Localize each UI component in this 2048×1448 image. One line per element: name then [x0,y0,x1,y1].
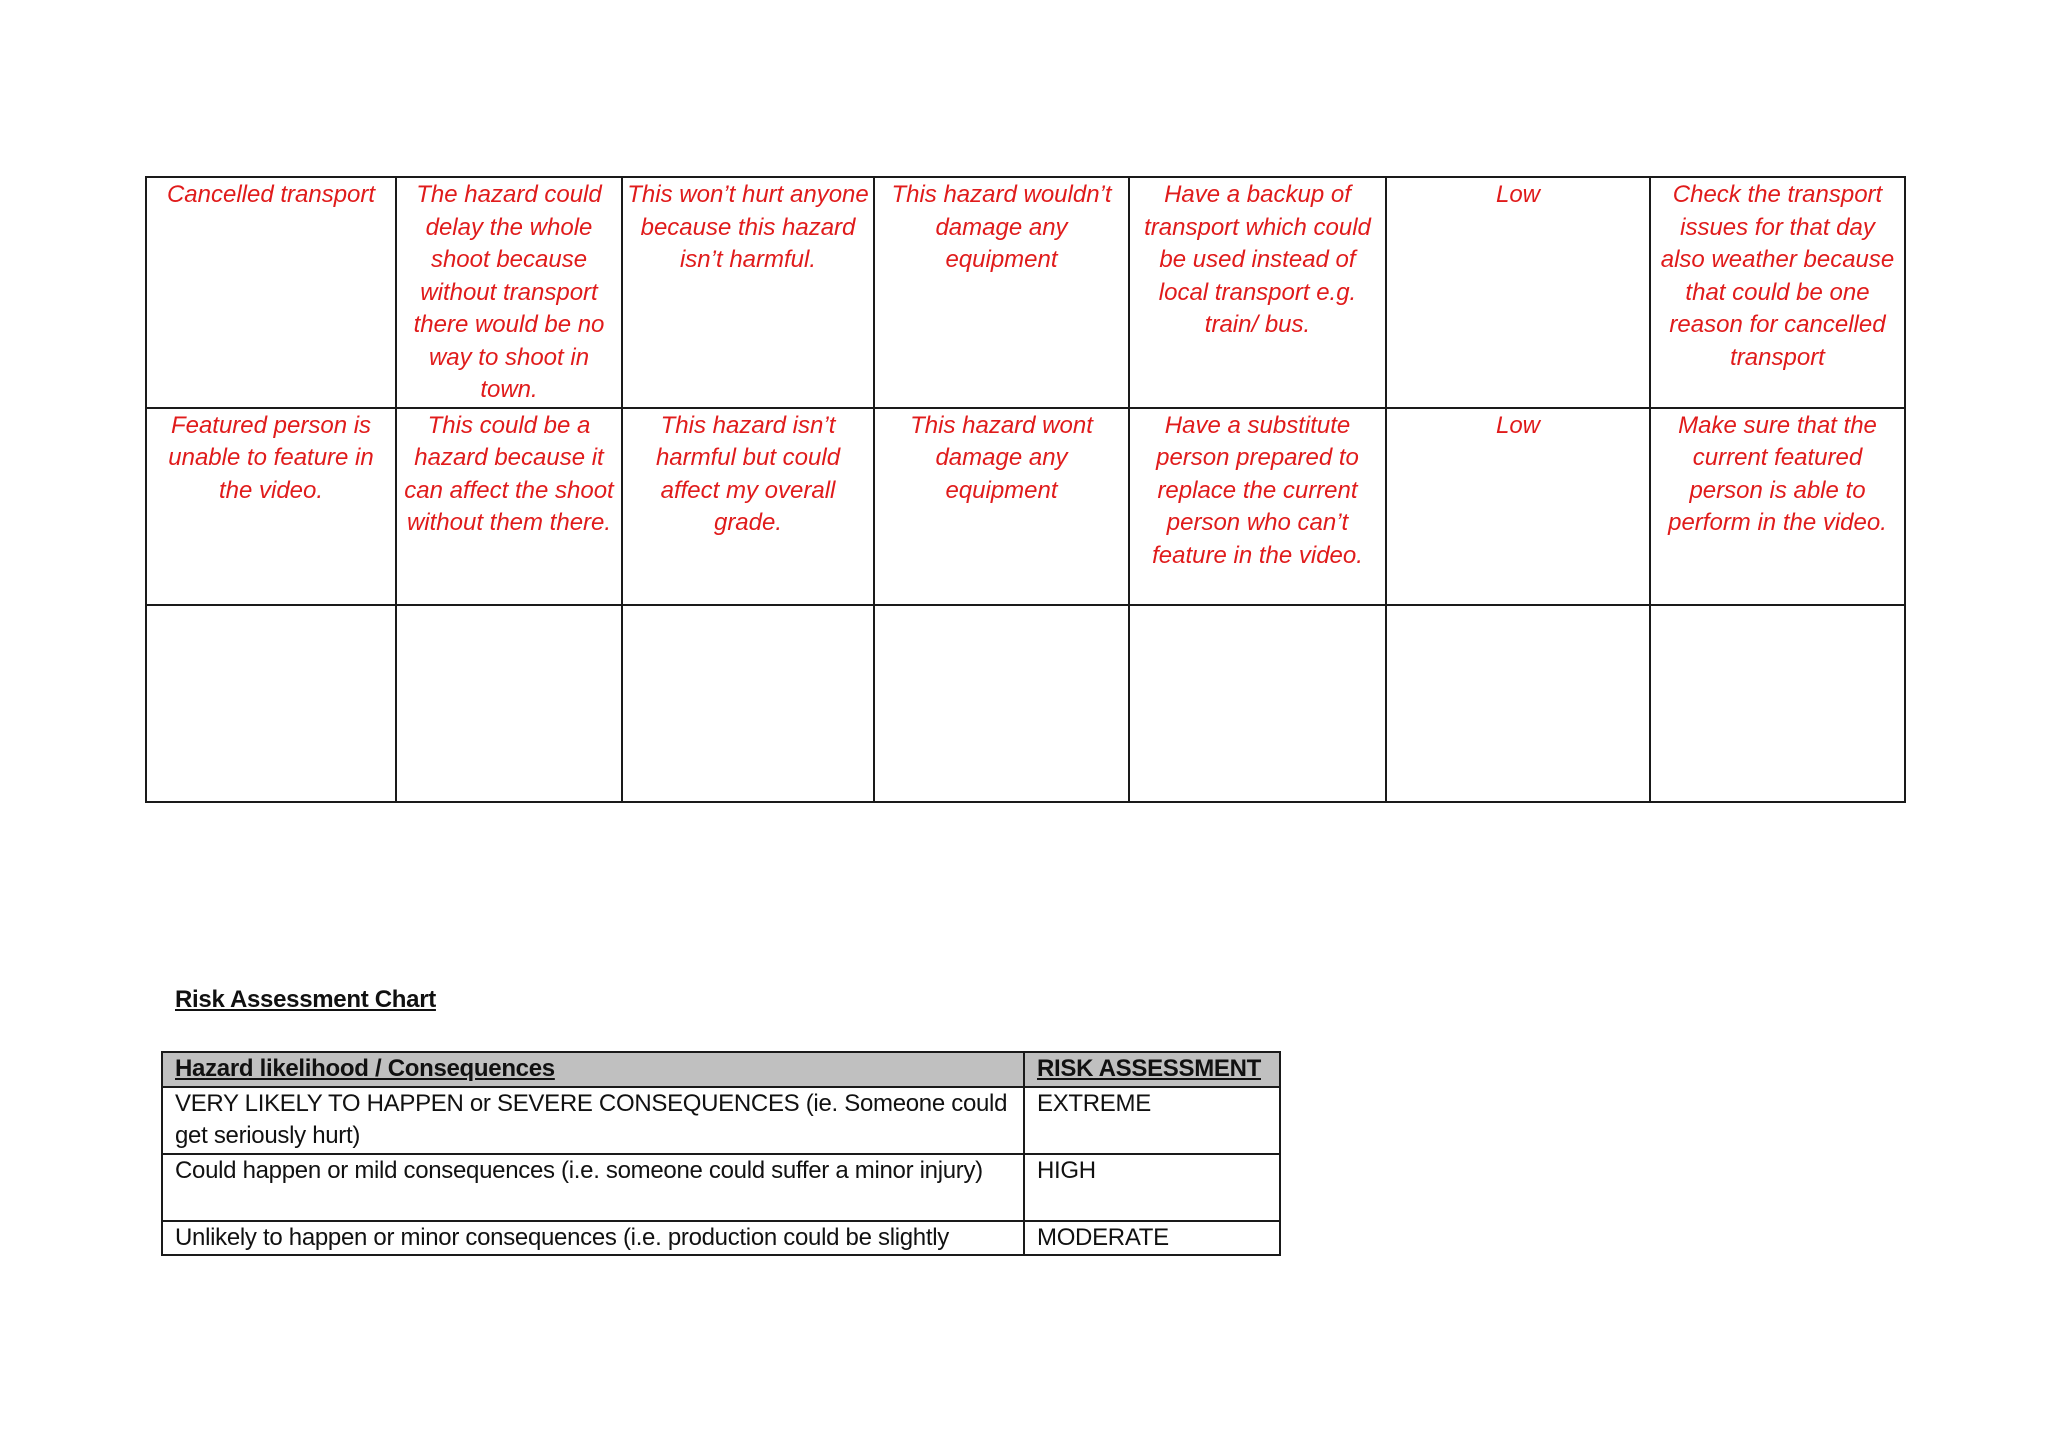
equipment-damage-cell [874,605,1129,802]
table-row [146,177,1905,408]
assessment-cell: EXTREME [1024,1087,1280,1154]
assessment-column-header: RISK ASSESSMENT [1024,1052,1280,1087]
risk-description-cell: The hazard could delay the whole shoot because without transport there would be no way to shoot in town. [396,177,622,408]
assessment-cell: MODERATE [1024,1221,1280,1256]
table-row [146,408,1905,605]
likelihood-column-header: Hazard likelihood / Consequences [162,1052,1024,1087]
table-row [162,1154,1280,1221]
risk-chart-title: Risk Assessment Chart [175,986,436,1013]
risk-description-cell [396,605,622,802]
table-row [162,1221,1280,1256]
risk-level-cell: Low [1386,177,1650,408]
hazard-cell: Featured person is unable to feature in the video. [146,408,396,605]
risk-assessment-table [161,1051,1281,1256]
table-header-row [162,1052,1280,1087]
hazard-cell: Cancelled transport [146,177,396,408]
prevention-cell: Make sure that the current featured person is able to perform in the video. [1650,408,1905,605]
likelihood-cell: Unlikely to happen or minor consequences (i.e. production could be slightly [162,1221,1024,1256]
risk-description-cell: This could be a hazard because it can affect the shoot without them there. [396,408,622,605]
people-harm-cell [622,605,874,802]
likelihood-cell: Could happen or mild consequences (i.e. someone could suffer a minor injury) [162,1154,1024,1221]
people-harm-cell: This hazard isn’t harmful but could affect my overall grade. [622,408,874,605]
control-measure-cell [1129,605,1386,802]
control-measure-cell: Have a substitute person prepared to replace the current person who can’t feature in the video. [1129,408,1386,605]
table-row [146,605,1905,802]
hazard-cell [146,605,396,802]
risk-level-cell [1386,605,1650,802]
people-harm-cell: This won’t hurt anyone because this hazard isn’t harmful. [622,177,874,408]
control-measure-cell: Have a backup of transport which could be used instead of local transport e.g. train/ bus. [1129,177,1386,408]
hazard-table [145,176,1906,803]
table-row [162,1087,1280,1154]
likelihood-cell: VERY LIKELY TO HAPPEN or SEVERE CONSEQUENCES (ie. Someone could get seriously hurt) [162,1087,1024,1154]
risk-level-cell: Low [1386,408,1650,605]
assessment-cell: HIGH [1024,1154,1280,1221]
equipment-damage-cell: This hazard wouldn’t damage any equipment [874,177,1129,408]
equipment-damage-cell: This hazard wont damage any equipment [874,408,1129,605]
prevention-cell: Check the transport issues for that day also weather because that could be one reason for cancelled transport [1650,177,1905,408]
prevention-cell [1650,605,1905,802]
